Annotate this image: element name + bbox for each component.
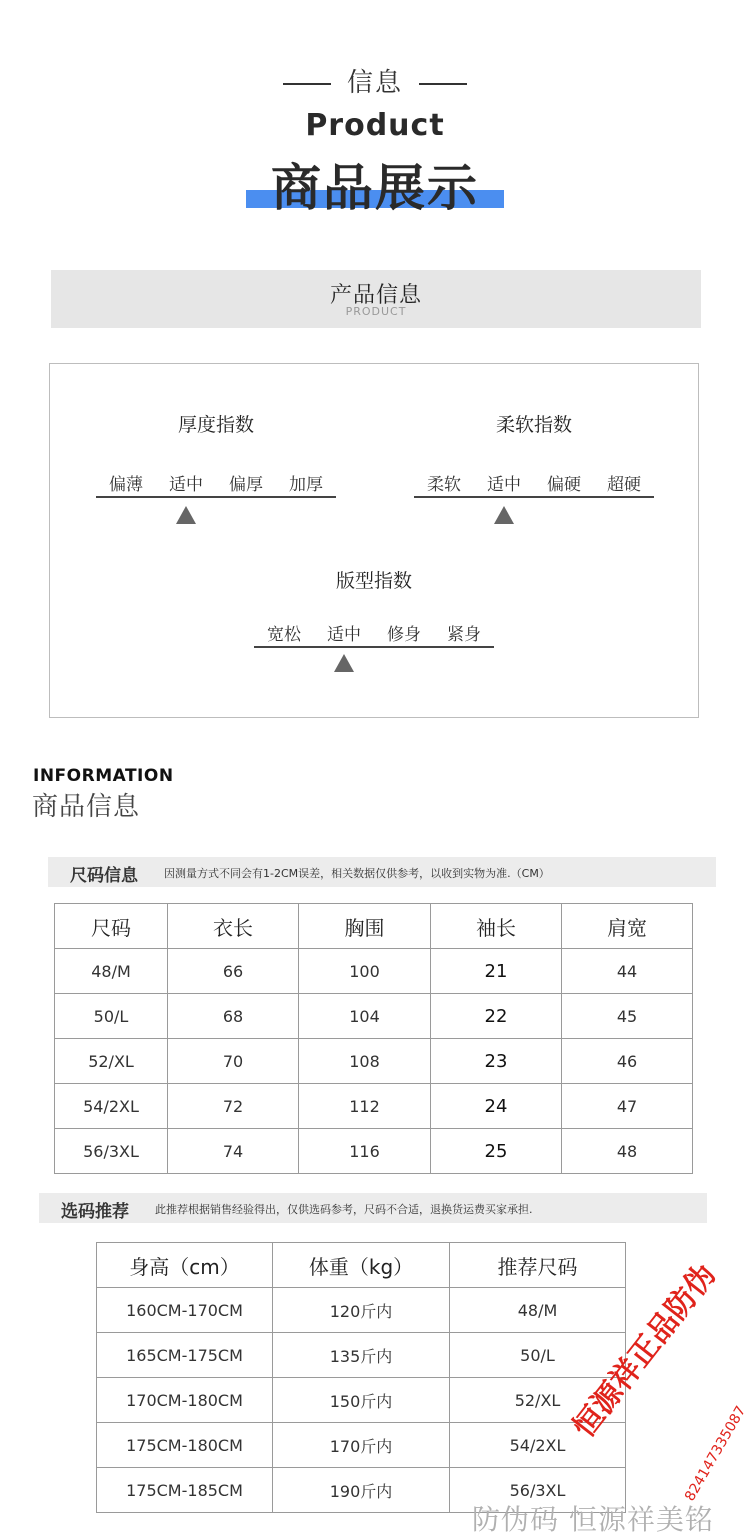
table-cell: 135斤内 xyxy=(273,1333,450,1378)
index-options xyxy=(254,620,494,644)
table-cell: 150斤内 xyxy=(273,1378,450,1423)
table-cell: 120斤内 xyxy=(273,1288,450,1333)
index-option: 适中 xyxy=(327,625,361,645)
table-cell: 25 xyxy=(431,1129,562,1174)
index-title: 版型指数 xyxy=(335,570,412,592)
table-row xyxy=(55,1084,693,1129)
table-row xyxy=(55,949,693,994)
index-option: 适中 xyxy=(487,475,521,495)
table-cell: 170CM-180CM xyxy=(97,1378,273,1423)
table-cell: 112 xyxy=(299,1084,431,1129)
table-cell: 44 xyxy=(562,949,693,994)
table-header-cell: 推荐尺码 xyxy=(450,1243,626,1288)
index-option: 偏薄 xyxy=(109,475,143,495)
table-cell: 54/2XL xyxy=(55,1084,168,1129)
small-title-text: 信息 xyxy=(346,68,403,98)
divider-right xyxy=(419,83,467,85)
size-table xyxy=(54,903,693,1174)
table-header-row xyxy=(97,1243,626,1288)
table-row xyxy=(97,1423,626,1468)
table-cell: 66 xyxy=(168,949,299,994)
table-header-cell: 胸围 xyxy=(299,904,431,949)
table-cell: 50/L xyxy=(55,994,168,1039)
stamp-number: 824147335087 xyxy=(682,1403,750,1504)
information-en-heading: INFORMATION xyxy=(33,766,174,786)
index-option: 适中 xyxy=(169,475,203,495)
header-small-title xyxy=(0,62,750,99)
index-option: 超硬 xyxy=(607,475,641,495)
table-cell: 175CM-185CM xyxy=(97,1468,273,1513)
recommend-note: 此推荐根据销售经验得出，仅供选码参考，尺码不合适，退换货运费买家承担. xyxy=(155,1203,533,1216)
index-options xyxy=(96,470,336,494)
table-cell: 170斤内 xyxy=(273,1423,450,1468)
table-row xyxy=(55,1129,693,1174)
table-header-cell: 身高（cm） xyxy=(97,1243,273,1288)
recommend-bar xyxy=(39,1193,707,1223)
divider-left xyxy=(283,83,331,85)
watermark-text: 防伪码 恒源祥美铭 xyxy=(472,1503,714,1536)
table-cell: 48 xyxy=(562,1129,693,1174)
table-row xyxy=(97,1333,626,1378)
table-cell: 56/3XL xyxy=(55,1129,168,1174)
index-scale-line xyxy=(254,646,494,648)
table-header-row xyxy=(55,904,693,949)
table-cell: 48/M xyxy=(55,949,168,994)
table-cell: 24 xyxy=(431,1084,562,1129)
index-option: 宽松 xyxy=(267,625,301,645)
table-cell: 100 xyxy=(299,949,431,994)
table-cell: 116 xyxy=(299,1129,431,1174)
table-cell: 165CM-175CM xyxy=(97,1333,273,1378)
table-cell: 52/XL xyxy=(55,1039,168,1084)
index-marker-icon xyxy=(176,506,196,524)
table-cell: 104 xyxy=(299,994,431,1039)
table-header-cell: 体重（kg） xyxy=(273,1243,450,1288)
table-row xyxy=(55,1039,693,1084)
index-option: 偏厚 xyxy=(229,475,263,495)
table-cell: 22 xyxy=(431,994,562,1039)
index-option: 偏硬 xyxy=(547,475,581,495)
index-marker-icon xyxy=(494,506,514,524)
table-cell: 56/3XL xyxy=(450,1468,626,1513)
size-info-note: 因测量方式不同会有1-2CM误差，相关数据仅供参考，以收到实物为准.（CM） xyxy=(164,867,550,880)
product-info-title: 产品信息 xyxy=(329,283,422,308)
index-marker-icon xyxy=(334,654,354,672)
table-cell: 74 xyxy=(168,1129,299,1174)
table-header-cell: 尺码 xyxy=(55,904,168,949)
table-cell: 54/2XL xyxy=(450,1423,626,1468)
table-cell: 190斤内 xyxy=(273,1468,450,1513)
table-cell: 108 xyxy=(299,1039,431,1084)
table-header-cell: 袖长 xyxy=(431,904,562,949)
index-option: 柔软 xyxy=(427,475,461,495)
table-row xyxy=(55,994,693,1039)
information-cn-heading: 商品信息 xyxy=(32,792,141,822)
index-options xyxy=(414,470,654,494)
recommend-table xyxy=(96,1242,626,1513)
table-cell: 175CM-180CM xyxy=(97,1423,273,1468)
table-cell: 48/M xyxy=(450,1288,626,1333)
table-header-cell: 肩宽 xyxy=(562,904,693,949)
anti-counterfeit-stamp: 恒源祥正品防伪 xyxy=(566,1257,724,1445)
index-option: 加厚 xyxy=(289,475,323,495)
table-cell: 68 xyxy=(168,994,299,1039)
recommend-title: 选码推荐 xyxy=(61,1202,129,1222)
table-cell: 50/L xyxy=(450,1333,626,1378)
table-cell: 21 xyxy=(431,949,562,994)
index-scale-line xyxy=(414,496,654,498)
table-cell: 46 xyxy=(562,1039,693,1084)
index-scale-line xyxy=(96,496,336,498)
header-cn-title: 商品展示 xyxy=(271,159,479,217)
index-title: 厚度指数 xyxy=(177,414,254,436)
table-row xyxy=(97,1378,626,1423)
table-cell: 72 xyxy=(168,1084,299,1129)
size-info-bar xyxy=(48,857,716,887)
index-option: 修身 xyxy=(387,625,421,645)
index-title: 柔软指数 xyxy=(495,414,572,436)
index-option: 紧身 xyxy=(447,625,481,645)
table-cell: 45 xyxy=(562,994,693,1039)
size-info-title: 尺码信息 xyxy=(70,866,138,886)
header-en-title: Product xyxy=(305,108,445,143)
table-cell: 70 xyxy=(168,1039,299,1084)
table-cell: 52/XL xyxy=(450,1378,626,1423)
table-cell: 23 xyxy=(431,1039,562,1084)
table-cell: 47 xyxy=(562,1084,693,1129)
product-info-subtitle: PRODUCT xyxy=(345,305,407,318)
table-cell: 160CM-170CM xyxy=(97,1288,273,1333)
table-header-cell: 衣长 xyxy=(168,904,299,949)
index-panel xyxy=(49,363,699,718)
table-row xyxy=(97,1288,626,1333)
product-info-band xyxy=(51,270,701,328)
